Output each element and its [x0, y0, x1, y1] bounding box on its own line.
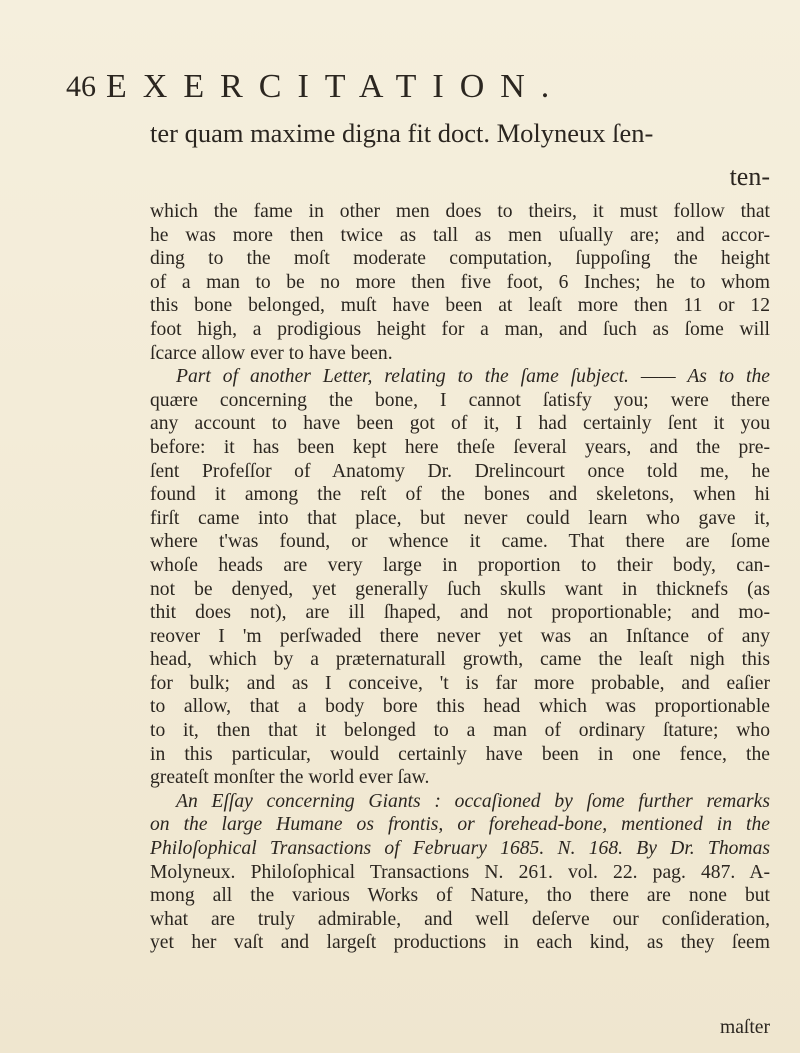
text-line: mong all the various Works of Nature, tho there are none but	[150, 885, 770, 907]
text-line: reover I 'm perſwaded there never yet was an Inſtance of any	[150, 625, 770, 647]
text-line: he was more then twice as tall as men uſually are; and accor-	[150, 224, 770, 246]
text-line: greateſt monſter the world ever ſaw.	[150, 767, 430, 789]
text-line: found it among the reſt of the bones and skeletons, when hi	[150, 484, 770, 506]
page-header	[0, 66, 800, 106]
text-line: in this particular, would certainly have been in one fence, the	[150, 743, 770, 765]
text-line: thit does not), are ill ſhaped, and not proportionable; and mo-	[150, 602, 770, 624]
text-line: to allow, that a body bore this head which was proportionable	[150, 696, 770, 718]
text-line: what are truly admirable, and well deſerve our conſideration,	[150, 908, 770, 930]
text-line: ding to the moſt moderate computation, ſuppoſing the height	[150, 248, 770, 270]
text-line: not be denyed, yet generally ſuch skulls want in thicknefs (as	[150, 578, 770, 600]
catchword-top: ten-	[729, 162, 770, 191]
text-line: yet her vaſt and largeſt productions in each kind, as they ſeem	[150, 932, 770, 954]
text-line: of a man to be no more then five foot, 6 Inches; he to whom	[150, 271, 770, 293]
catchword-bottom: maſter	[719, 1017, 770, 1038]
text-line: An Eſſay concerning Giants : occaſioned by ſome further remarks	[176, 790, 770, 812]
text-line: whoſe heads are very large in proportion to their body, can-	[150, 554, 770, 576]
text-line: to it, then that it belonged to a man of ordinary ſtature; who	[150, 720, 770, 742]
text-line: Philoſophical Transactions of February 1685. N. 168. By Dr. Thomas	[150, 838, 770, 860]
text-line: this bone belonged, muſt have been at leaſt more then 11 or 12	[150, 295, 770, 317]
text-line: ſent Profeſſor of Anatomy Dr. Drelincourt once told me, he	[150, 460, 770, 482]
text-line: Molyneux. Philoſophical Transactions N. 261. vol. 22. pag. 487. A-	[150, 861, 770, 883]
body-text	[150, 200, 770, 955]
first-text-line: ter quam maxime digna fit doct. Molyneux ſen-	[150, 118, 654, 148]
text-line: head, which by a præternaturall growth, came the leaſt nigh this	[150, 649, 770, 671]
text-line: quære concerning the bone, I cannot ſatisfy you; were there	[150, 389, 770, 411]
page-number: 46	[66, 70, 96, 103]
text-line: before: it has been kept here theſe ſeveral years, and the pre-	[150, 436, 770, 458]
text-line: firſt came into that place, but never could learn who gave it,	[150, 507, 770, 529]
text-line: for bulk; and as I conceive, 't is far more probable, and eaſier	[150, 672, 770, 694]
text-line: which the fame in other men does to theirs, it must follow that	[150, 201, 770, 222]
text-line: foot high, a prodigious height for a man, and ſuch as ſome will	[150, 318, 770, 340]
running-head: EXERCITATION.	[106, 68, 566, 105]
text-line: Part of another Letter, relating to the ſame ſubject. —— As to the	[176, 366, 770, 388]
text-line: any account to have been got of it, I had certainly ſent it you	[150, 413, 770, 435]
text-line: ſcarce allow ever to have been.	[150, 342, 393, 364]
text-line: where t'was found, or whence it came. That there are ſome	[150, 531, 770, 553]
text-line: on the large Humane os frontis, or forehead-bone, mentioned in the	[150, 814, 770, 836]
